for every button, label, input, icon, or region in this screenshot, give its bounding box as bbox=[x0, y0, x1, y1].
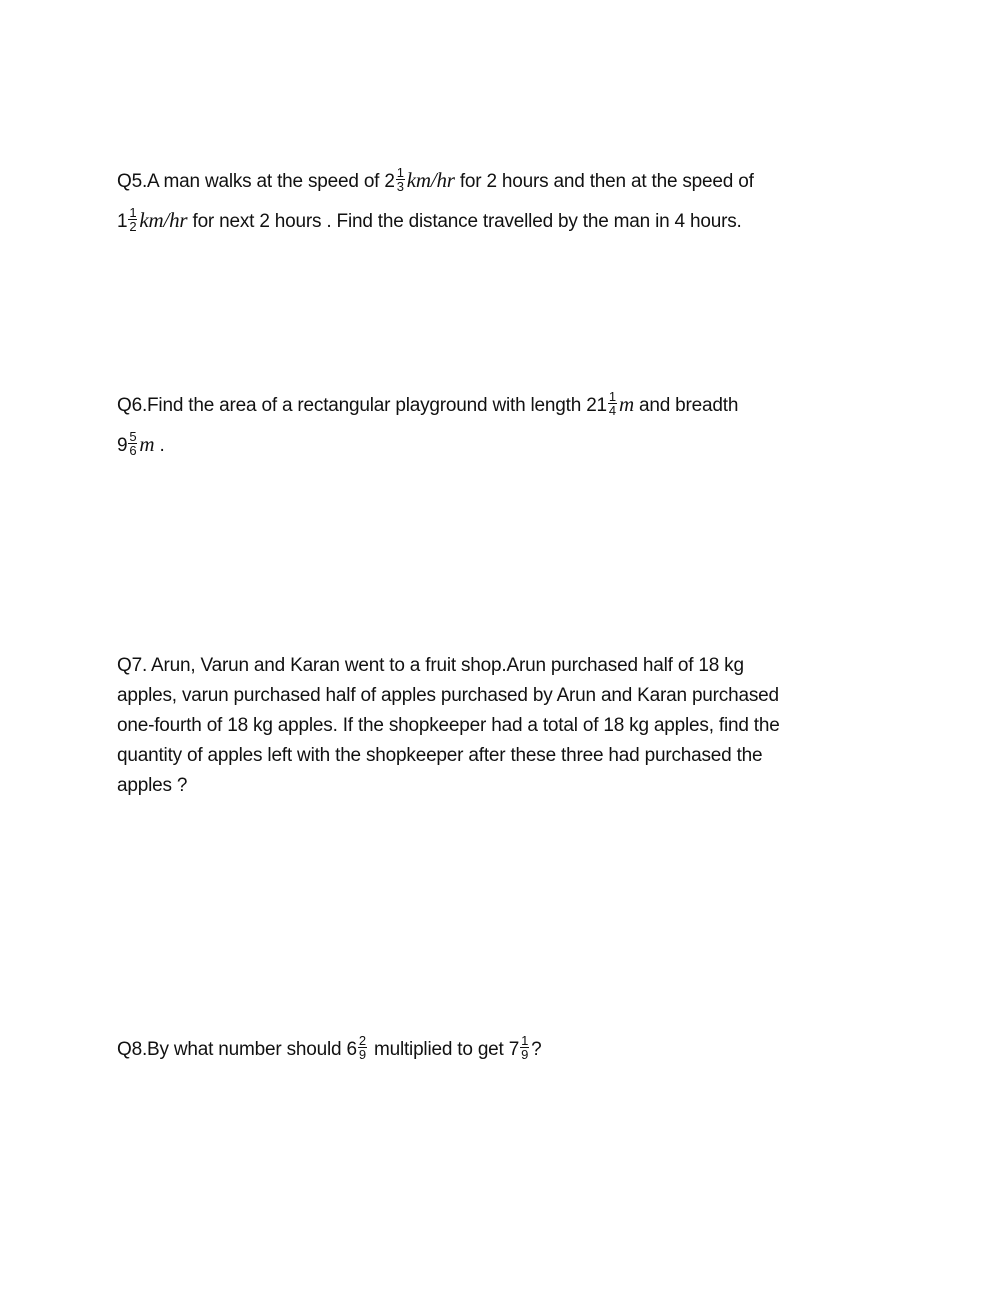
fraction bbox=[396, 166, 405, 193]
q5-line-2 bbox=[117, 205, 742, 237]
numerator: 2 bbox=[358, 1033, 366, 1049]
fraction bbox=[358, 1034, 367, 1061]
denominator: 9 bbox=[358, 1047, 366, 1063]
text: multiplied to get bbox=[368, 1039, 509, 1060]
numerator: 1 bbox=[521, 1033, 529, 1049]
text: . bbox=[154, 435, 165, 456]
denominator: 6 bbox=[129, 443, 137, 459]
fraction bbox=[128, 430, 137, 457]
text: Q6.Find the area of a rectangular playground with length bbox=[117, 395, 587, 416]
unit: km/hr bbox=[139, 208, 188, 232]
text: Q8.By what number should bbox=[117, 1039, 347, 1060]
unit: m bbox=[139, 432, 155, 456]
fraction bbox=[520, 1034, 529, 1061]
q7-line: apples, varun purchased half of apples purchased by Arun and Karan purchased bbox=[117, 685, 779, 706]
whole-number: 2 bbox=[384, 171, 395, 192]
unit: m bbox=[618, 392, 634, 416]
text: Q5.A man walks at the speed of bbox=[117, 171, 385, 192]
q7-line: one-fourth of 18 kg apples. If the shopkeeper had a total of 18 kg apples, find the bbox=[117, 715, 780, 736]
fraction bbox=[608, 390, 617, 417]
whole-number: 6 bbox=[346, 1039, 357, 1060]
denominator: 9 bbox=[521, 1047, 529, 1063]
whole-number: 7 bbox=[508, 1039, 520, 1060]
fraction bbox=[128, 206, 137, 233]
numerator: 5 bbox=[129, 429, 137, 445]
denominator: 3 bbox=[396, 179, 404, 195]
whole-number: 1 bbox=[117, 211, 128, 232]
denominator: 2 bbox=[129, 219, 137, 235]
numerator: 1 bbox=[396, 165, 404, 181]
text: ? bbox=[531, 1039, 542, 1060]
numerator: 1 bbox=[129, 205, 137, 221]
q5-line-1 bbox=[117, 165, 754, 197]
numerator: 1 bbox=[608, 389, 616, 405]
denominator: 4 bbox=[608, 403, 616, 419]
q7-line: apples ? bbox=[117, 775, 188, 796]
text: and breadth bbox=[633, 395, 739, 416]
q6-line-2 bbox=[117, 429, 165, 461]
whole-number: 9 bbox=[117, 435, 128, 456]
q7-line: Q7. Arun, Varun and Karan went to a fruit shop.Arun purchased half of 18 kg bbox=[117, 655, 744, 676]
q6-line-1 bbox=[117, 389, 738, 421]
text: for 2 hours and then at the speed of bbox=[454, 171, 754, 192]
q7-line: quantity of apples left with the shopkeeper after these three had purchased the bbox=[117, 745, 763, 766]
whole-number: 21 bbox=[586, 395, 607, 416]
text: for next 2 hours . Find the distance travelled by the man in 4 hours. bbox=[187, 211, 742, 232]
unit: km/hr bbox=[406, 168, 455, 192]
q8-line bbox=[117, 1035, 542, 1065]
